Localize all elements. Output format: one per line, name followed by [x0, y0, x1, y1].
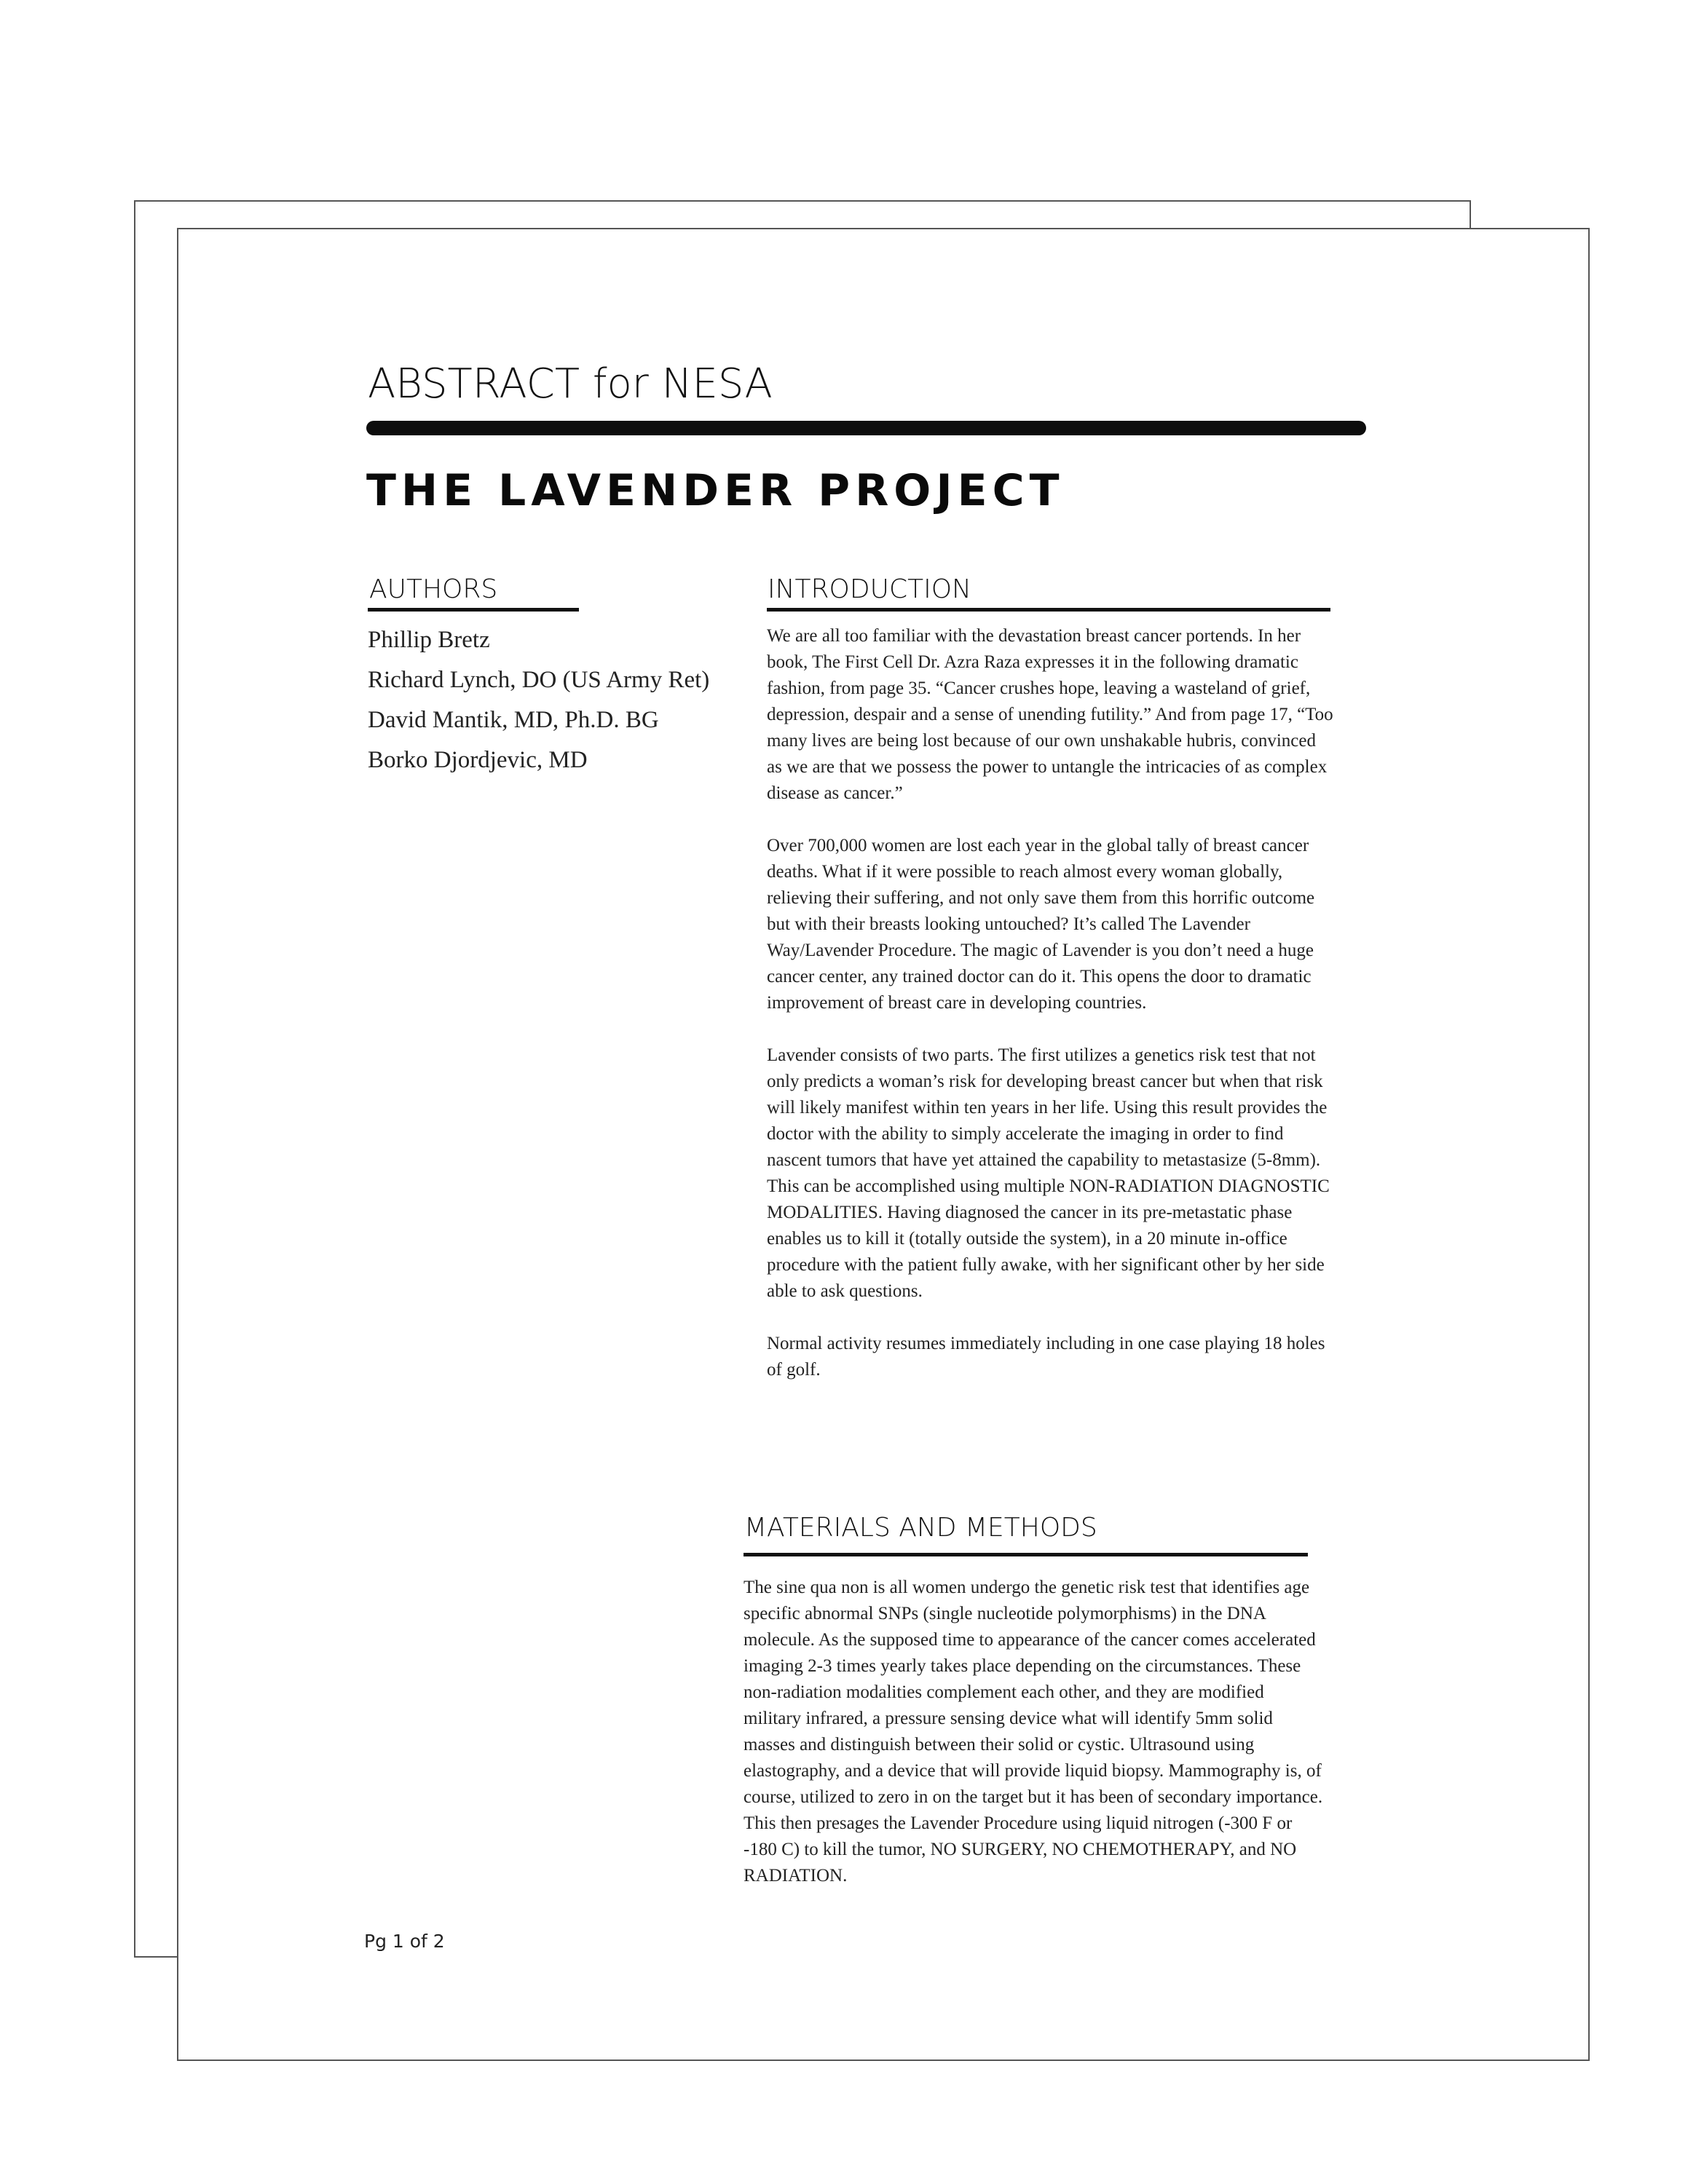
- author-name: Borko Djordjevic, MD: [368, 747, 588, 773]
- materials-methods-body: [744, 1575, 1326, 1915]
- materials-methods-paragraph: The sine qua non is all women undergo the genetic risk test that identifies age specific abnormal SNPs (single nucleotide polymorphisms) in the DNA molecule. As the supposed time to appearance of the cancer comes accelerated imaging 2-3 times yearly takes place depending on the circumstances. These non-radiation modalities complement each other, and they are modified military infrared, a pressure sensing device what will identify 5mm solid masses and distinguish between their solid or cystic. Ultrasound using elastography, and a device that will provide liquid biopsy. Mammography is, of course, utilized to zero in on the target but it has been of secondary importance. This then presages the Lavender Procedure using liquid nitrogen (-300 F or -180 C) to kill the tumor, NO SURGERY, NO CHEMOTHERAPY, and NO RADIATION.: [744, 1578, 1323, 1886]
- introduction-paragraph: Lavender consists of two parts. The first utilizes a genetics risk test that not only predicts a woman’s risk for developing breast cancer but when that risk will likely manifest within ten years in her life. Using this result provides the doctor with the ability to simply accelerate the imaging in order to find nascent tumors that have yet attained the capability to metastasize (5-8mm). This can be accomplished using multiple NON-RADIATION DIAGNOSTIC MODALITIES. Having diagnosed the cancer in its pre-metastatic phase enables us to kill it (totally outside the system), in a 20 minute in-office procedure with the patient fully awake, with her significant other by her side able to ask questions.: [767, 1045, 1330, 1301]
- authors-list: [368, 620, 746, 780]
- authors-heading-rule: [368, 608, 579, 612]
- author-name: David Mantik, MD, Ph.D. BG: [368, 707, 659, 733]
- project-title: THE LAVENDER PROJECT: [366, 465, 1065, 516]
- materials-methods-heading: MATERIALS AND METHODS: [744, 1513, 1097, 1543]
- introduction-heading: INTRODUCTION: [768, 574, 971, 604]
- materials-methods-heading-rule: [744, 1553, 1308, 1556]
- introduction-paragraph: Over 700,000 women are lost each year in the global tally of breast cancer deaths. What if it were possible to reach almost every woman globally, relieving their suffering, and not only save them from this horrific outcome but with their breasts looking untouched? It’s called The Lavender Way/Lavender Procedure. The magic of Lavender is you don’t need a huge cancer center, any trained doctor can do it. This opens the door to dramatic improvement of breast care in developing countries.: [767, 836, 1315, 1013]
- page-number: Pg 1 of 2: [364, 1931, 445, 1952]
- author-name: Richard Lynch, DO (US Army Ret): [368, 667, 710, 693]
- header-divider: [366, 421, 1366, 435]
- introduction-heading-rule: [767, 608, 1330, 612]
- author-name: Phillip Bretz: [368, 627, 490, 653]
- introduction-body: [767, 623, 1335, 1409]
- abstract-label: ABSTRACT for NESA: [368, 360, 773, 408]
- introduction-paragraph: Normal activity resumes immediately including in one case playing 18 holes of golf.: [767, 1334, 1325, 1380]
- introduction-paragraph: We are all too familiar with the devastation breast cancer portends. In her book, The First Cell Dr. Azra Raza expresses it in the following dramatic fashion, from page 35. “Cancer crushes hope, leaving a wasteland of grief, depression, despair and a sense of unending futility.” And from page 17, “Too many lives are being lost because of our own unshakable hubris, convinced as we are that we possess the power to untangle the intricacies of as complex disease as cancer.”: [767, 626, 1333, 803]
- authors-heading: AUTHORS: [369, 574, 498, 604]
